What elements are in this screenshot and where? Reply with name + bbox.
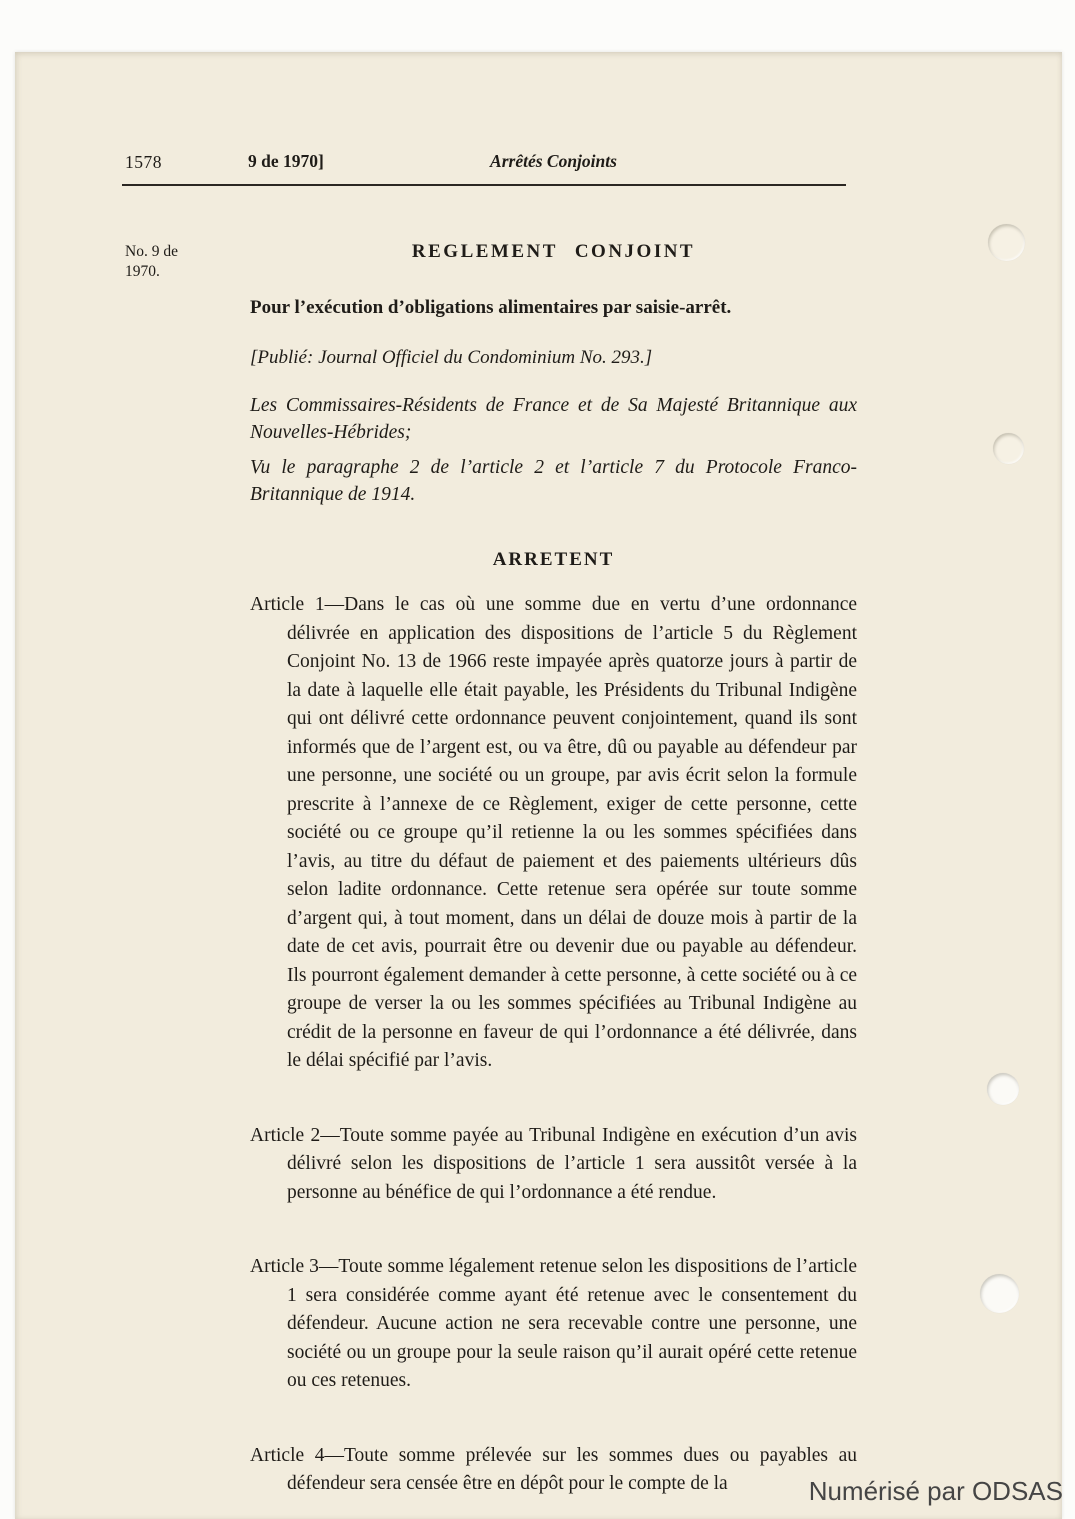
preamble-vu: Vu le paragraphe 2 de l’article 2 et l’article 7 du Protocole Franco-Britannique de 1914. — [250, 456, 857, 505]
article-1-text: Dans le cas où une somme due en vertu d’une ordonnance délivrée en application des dispositions de l’article 5 du Règlement Conjoint No. 13 de 1966 reste impayée après quatorze jours à partir de la date à laquelle elle était payable, les Présidents du Tribunal Indigène qui ont délivré cette ordonnance peuvent conjointement, quand ils sont informés que de l’argent est, ou va être, dû ou payable au défendeur par une personne, une société ou un groupe, par avis écrit selon la formule prescrite à l’annexe de ce Règlement, exiger de cette personne, cette société ou ce groupe qu’il retienne la ou les sommes spécifiées dans l’avis, au titre du défaut de paiement et des paiements ultérieurs dûs selon ladite ordonnance. Cette retenue sera opérée sur toute somme d’argent qui, à tout moment, dans un délai de douze mois à partir de la date de cet avis, pourrait être ou devenir due ou payable au défendeur. Ils pourront également demander à cette personne, à cette société ou à ce groupe de verser la ou les sommes spécifiées au Tribunal Indigène au crédit de la personne en faveur de qui l’ordonnance a été délivrée, dans le délai spécifié par l’avis. — [287, 594, 857, 1071]
preamble-parties: Les Commissaires-Résidents de France et de Sa Majesté Britannique aux Nouvelles-Hébrides; — [250, 394, 857, 443]
article-2-text: Toute somme payée au Tribunal Indigène en exécution d’un avis délivré selon les dispositions de l’article 1 sera aussitôt versée à la personne au bénéfice de qui l’ordonnance a été rendue. — [287, 1124, 857, 1203]
article-1 — [250, 591, 857, 1076]
article-3-label: Article 3— — [250, 1256, 339, 1277]
article-4-text: Toute somme prélevée sur les sommes dues ou payables au défendeur sera censée être en dépôt pour le compte de la — [287, 1444, 858, 1494]
subject-line: Pour l’exécution d’obligations alimentaires par saisie-arrêt. — [250, 296, 732, 318]
margin-note — [125, 242, 178, 282]
header-rule — [122, 184, 846, 186]
page-number: 1578 — [125, 152, 162, 172]
punch-hole — [988, 224, 1025, 261]
article-2 — [250, 1122, 857, 1208]
article-4-label: Article 4— — [250, 1444, 344, 1466]
article-3 — [250, 1253, 857, 1396]
punch-hole — [993, 433, 1024, 464]
issue-label: 9 de 1970] — [248, 151, 324, 171]
enactment-heading: ARRETENT — [492, 548, 615, 570]
publication-note: [Publié: Journal Officiel du Condominium No. 293.] — [250, 347, 653, 368]
document-title: REGLEMENT CONJOINT — [411, 241, 696, 262]
document-page — [15, 52, 1062, 1519]
scan-watermark: Numérisé par ODSAS — [808, 1476, 1063, 1506]
article-4 — [250, 1442, 857, 1499]
margin-note-line2: 1970. — [125, 263, 160, 280]
punch-hole — [987, 1073, 1019, 1105]
article-3-text: Toute somme légalement retenue selon les dispositions de l’article 1 sera considérée comme ayant été retenue avec le consentement du défendeur. Aucune action ne sera recevable contre une personne, une société ou un groupe pour la seule raison qu’il aurait opéré cette retenue ou ces retenues. — [287, 1256, 857, 1391]
article-1-label: Article 1— — [250, 594, 345, 615]
running-title: Arrêtés Conjoints — [490, 151, 617, 171]
punch-hole — [980, 1274, 1019, 1313]
text-column — [250, 238, 857, 1499]
article-2-label: Article 2— — [250, 1124, 340, 1146]
margin-note-line1: No. 9 de — [125, 243, 178, 260]
